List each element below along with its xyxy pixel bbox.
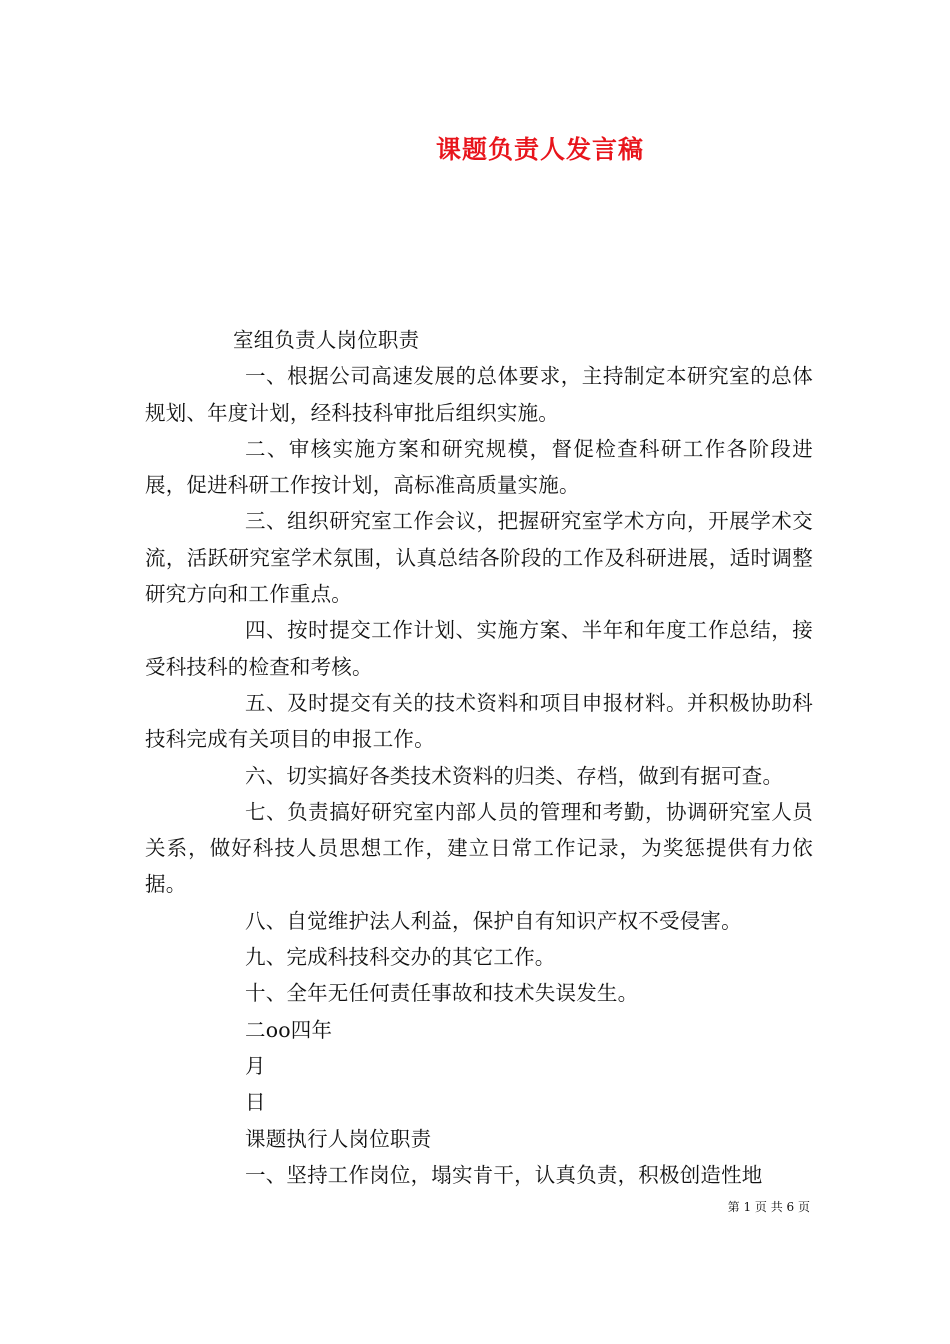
section-heading-room-leader: 室组负责人岗位职责 [233,328,420,352]
duty-item-7: 七、负责搞好研究室内部人员的管理和考勤，协调研究室人员关系，做好科技人员思想工作，建立日常工作记录，为奖惩提供有力依据。 [145,799,813,897]
duty-item-2: 二、审核实施方案和研究规模，督促检查科研工作各阶段进展，促进科研工作按计划，高标准高质量实施。 [145,436,813,498]
duty-item-8: 八、自觉维护法人利益，保护自有知识产权不受侵害。 [245,908,742,933]
date-month: 月 [245,1053,266,1078]
document-body [145,322,813,1193]
page-number: 第 1 页 共 6 页 [727,1200,810,1214]
duty-item-9: 九、完成科技科交办的其它工作。 [245,945,556,970]
duty-item-5: 五、及时提交有关的技术资料和项目申报材料。并积极协助科技科完成有关项目的申报工作。 [145,690,813,752]
executor-duty-item-1: 一、坚持工作岗位，塌实肯干，认真负责，积极创造性地 [245,1162,763,1187]
duty-item-4: 四、按时提交工作计划、实施方案、半年和年度工作总结，接受科技科的检查和考核。 [145,618,813,679]
duty-item-10: 十、全年无任何责任事故和技术失误发生。 [245,981,639,1006]
date-day: 日 [245,1090,266,1115]
duty-item-3: 三、组织研究室工作会议，把握研究室学术方向，开展学术交流，活跃研究室学术氛围，认真总结各阶段的工作及科研进展，适时调整研究方向和工作重点。 [145,509,813,607]
date-year: 二oo四年 [245,1017,333,1042]
section-heading-executor: 课题执行人岗位职责 [245,1126,432,1151]
duty-item-1: 一、根据公司高速发展的总体要求，主持制定本研究室的总体规划、年度计划，经科技科审批后组织实施。 [145,364,813,425]
duty-item-6: 六、切实搞好各类技术资料的归类、存档，做到有据可查。 [245,763,784,788]
document-title: 课题负责人发言稿 [435,135,644,164]
